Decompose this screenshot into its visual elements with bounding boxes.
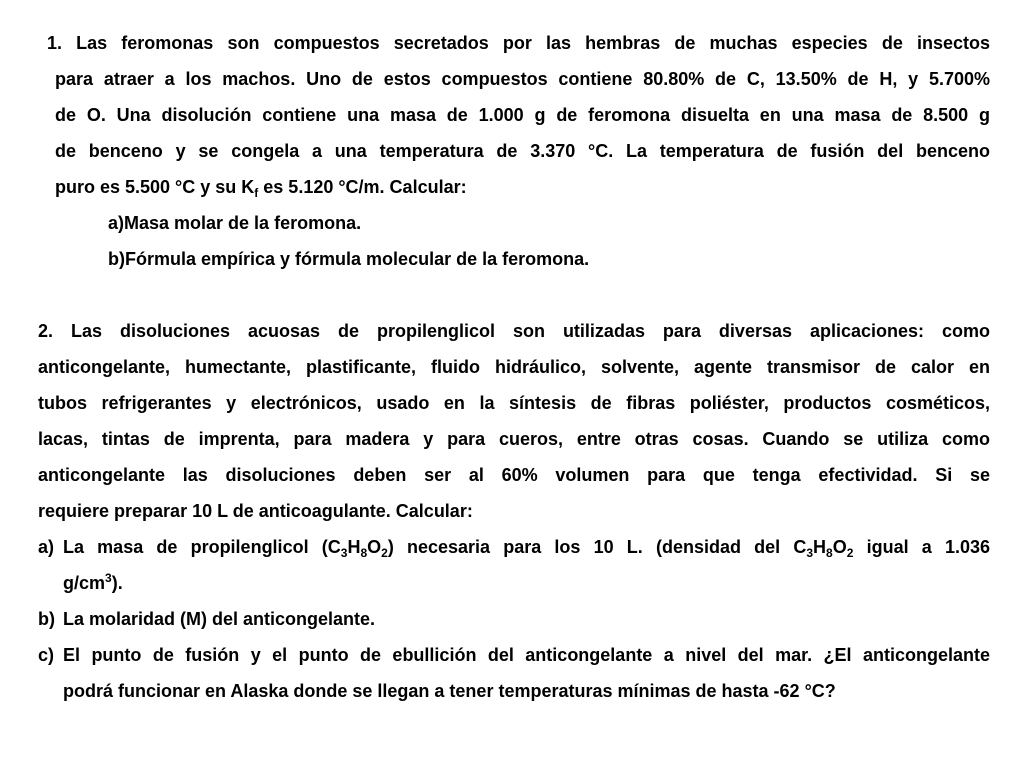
problem-2-item-a-line-2: [63, 571, 123, 595]
problem-1-item-a: a)Masa molar de la feromona.: [108, 213, 362, 233]
cm3-superscript: 3: [105, 571, 112, 585]
problem-2-item-a-line-1: [63, 535, 990, 559]
item-a-sub-5: 8: [826, 546, 833, 560]
item-a-sub-6: 2: [846, 546, 854, 560]
problem-2-item-c-line-1: El punto de fusión y el punto de ebullición del anticongelante a nivel del mar. ¿El anticongelante: [63, 645, 990, 665]
item-a-text-4: ) necesaria para los 10 L. (densidad del C: [387, 537, 807, 557]
problem-1-line-5-pre: puro es 5.500 °C y su K: [55, 177, 255, 197]
problem-2-line-2: anticongelante, humectante, plastificante, fluido hidráulico, solvente, agente transmisor de calor en: [38, 357, 990, 377]
problem-2-line-3: tubos refrigerantes y electrónicos, usado en la síntesis de fibras poliéster, productos cosméticos,: [38, 393, 990, 413]
problem-1-line-5: [55, 175, 467, 199]
item-a-sub-2: 8: [360, 546, 368, 560]
problem-2-line-6: requiere preparar 10 L de anticoagulante. Calcular:: [38, 501, 473, 521]
problem-2-item-b-marker: b): [38, 609, 55, 629]
problem-2-line-1: 2. Las disoluciones acuosas de propilenglicol son utilizadas para diversas aplicaciones: como: [38, 321, 990, 341]
problem-2-line-4: lacas, tintas de imprenta, para madera y para cueros, entre otras cosas. Cuando se utiliza como: [38, 429, 990, 449]
item-a-text-2: H: [347, 537, 361, 557]
problem-2-line-5: anticongelante las disoluciones deben ser al 60% volumen para que tenga efectividad. Si se: [38, 465, 990, 485]
problem-1-item-b: b)Fórmula empírica y fórmula molecular de la feromona.: [108, 249, 590, 269]
item-a-cont-post: ).: [111, 573, 123, 593]
problem-1-line-5-post: es 5.120 °C/m. Calcular:: [258, 177, 467, 197]
item-a-text-1: La masa de propilenglicol (C: [63, 537, 341, 557]
problem-1-line-4: de benceno y se congela a una temperatura de 3.370 °C. La temperatura de fusión del benceno: [55, 141, 990, 161]
item-a-sub-1: 3: [340, 546, 348, 560]
item-a-text-6: O: [832, 537, 847, 557]
item-a-text-5: H: [813, 537, 827, 557]
item-a-sub-4: 3: [806, 546, 814, 560]
problem-2-item-a-marker: a): [38, 537, 55, 557]
problem-1-line-1: 1. Las feromonas son compuestos secretados por las hembras de muchas especies de insectos: [47, 33, 990, 53]
item-a-cont-pre: g/cm: [63, 573, 106, 593]
problem-2-item-c-marker: c): [38, 645, 55, 665]
item-a-text-3: O: [367, 537, 382, 557]
item-a-text-7: igual a 1.036: [853, 537, 990, 557]
problem-2-item-c-line-2: podrá funcionar en Alaska donde se llegan a tener temperaturas mínimas de hasta -62 °C?: [63, 681, 836, 701]
problem-2-item-b-text: La molaridad (M) del anticongelante.: [63, 609, 376, 629]
problem-1-line-3: de O. Una disolución contiene una masa de 1.000 g de feromona disuelta en una masa de 8.500 g: [55, 105, 990, 125]
item-a-sub-3: 2: [381, 546, 388, 560]
problem-1-line-2: para atraer a los machos. Uno de estos compuestos contiene 80.80% de C, 13.50% de H, y 5.700%: [55, 69, 990, 89]
kf-subscript: f: [254, 186, 259, 200]
